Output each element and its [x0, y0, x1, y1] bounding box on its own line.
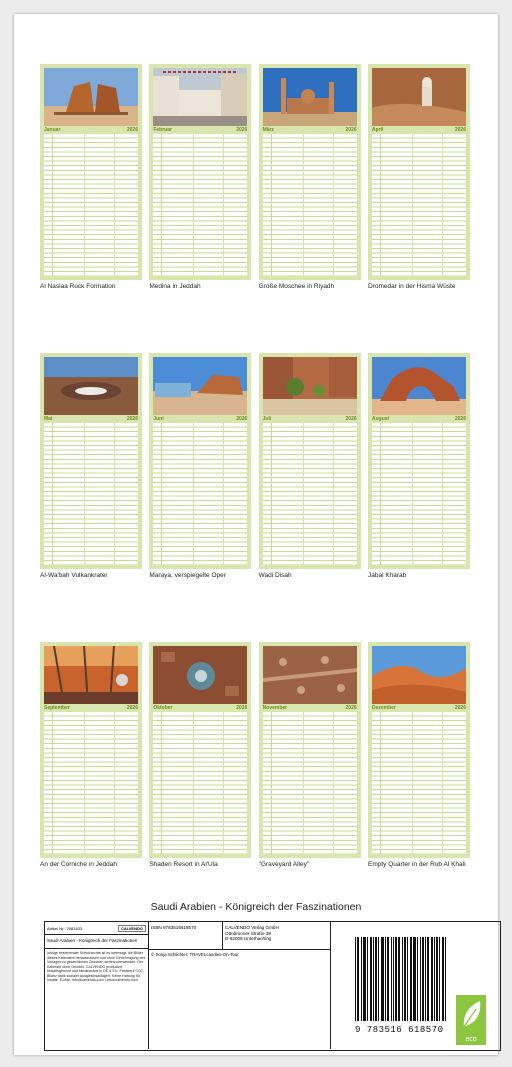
- photo-caption: Empty Quarter in der Rub Al Khali: [367, 861, 466, 868]
- month-card: [149, 353, 251, 569]
- eco-badge: [456, 995, 486, 1045]
- day-lines: [153, 712, 247, 854]
- photo-caption: Shaden Resort in Al'Ula: [149, 861, 218, 868]
- photo-mirror-building: [153, 357, 247, 415]
- month-november: [259, 642, 361, 875]
- month-name: März: [262, 127, 275, 133]
- photo-resort-aerial: [153, 646, 247, 704]
- day-lines: [372, 423, 466, 565]
- photo-caption: Wadi Disah: [258, 572, 292, 579]
- publisher-line: Ottobrunner Straße 39: [225, 930, 271, 936]
- month-year: 2026: [126, 705, 138, 711]
- calendar-sheet: [14, 14, 498, 1055]
- photo-caption: An der Corniche in Jeddah: [40, 861, 117, 868]
- photo-caption: Maraya, verspiegelte Oper: [149, 572, 226, 579]
- month-name: April: [371, 127, 384, 133]
- day-lines: [372, 712, 466, 854]
- publisher-info: [149, 922, 331, 1049]
- month-year: 2026: [236, 705, 248, 711]
- photo-mosque: [263, 68, 357, 126]
- month-year: 2026: [454, 127, 466, 133]
- day-lines: [153, 134, 247, 276]
- photo-rock-formation: [44, 68, 138, 126]
- month-card: [368, 353, 470, 569]
- info-panel: [44, 921, 501, 1051]
- isbn: ISBN 9783516618570: [149, 922, 223, 949]
- month-juli: [259, 353, 361, 586]
- photo-graveyard-aerial: [263, 646, 357, 704]
- month-name: Oktober: [153, 705, 173, 711]
- eco-label: eco: [465, 1036, 477, 1043]
- day-lines: [263, 134, 357, 276]
- publisher-address: [223, 922, 281, 949]
- barcode-bars: [355, 937, 447, 1021]
- day-lines: [44, 712, 138, 854]
- day-lines: [263, 423, 357, 565]
- photo-corniche: [44, 646, 138, 704]
- month-februar: [149, 64, 251, 297]
- article-number: Artikel Nr.: 2083433: [47, 925, 83, 931]
- month-name: September: [44, 705, 70, 711]
- month-card: [40, 353, 142, 569]
- photo-caption: Medina in Jeddah: [149, 283, 201, 290]
- copyright: © Sonja Schlichter; TRAVELcandies-On-Tour: [151, 952, 239, 957]
- month-card: [259, 642, 361, 858]
- month-card: [40, 64, 142, 280]
- month-year: 2026: [126, 127, 138, 133]
- month-august: [368, 353, 470, 586]
- month-juni: [149, 353, 251, 586]
- month-year: 2026: [236, 127, 248, 133]
- photo-crater: [44, 357, 138, 415]
- month-name: Juli: [262, 416, 272, 422]
- month-year: 2026: [454, 705, 466, 711]
- month-year: 2026: [345, 705, 357, 711]
- photo-caption: Große Moschee in Riyadh: [258, 283, 335, 290]
- photo-caption: Al-Wa'bah Vulkankrater: [40, 572, 108, 579]
- calendar-title: Saudi Arabien - Königreich der Faszinationen: [150, 901, 362, 913]
- month-name: Januar: [44, 127, 61, 133]
- month-year: 2026: [126, 416, 138, 422]
- day-lines: [44, 134, 138, 276]
- photo-caption: "Graveyard Alley": [258, 861, 310, 868]
- month-september: [40, 642, 142, 875]
- month-year: 2026: [236, 416, 248, 422]
- photo-camel: [372, 68, 466, 126]
- month-maerz: [259, 64, 361, 297]
- publisher-line: D-82008 Unterhaching: [225, 936, 272, 941]
- barcode-stripe: [446, 937, 447, 1021]
- publisher-line: CALVENDO Verlag GmbH: [225, 925, 279, 930]
- barcode-cell: [331, 922, 500, 1049]
- month-card: [368, 64, 470, 280]
- barcode: [355, 937, 451, 1043]
- day-lines: [44, 423, 138, 565]
- month-row: [40, 64, 470, 297]
- leaf-icon: [456, 995, 486, 1033]
- month-row: [40, 642, 470, 875]
- article-subtitle: Saudi Arabien - Königreich der Faszinationen: [45, 935, 148, 949]
- month-card: [40, 642, 142, 858]
- month-year: 2026: [454, 416, 466, 422]
- photo-caption: Al Naslaa Rock Formation: [40, 283, 116, 290]
- month-year: 2026: [345, 416, 357, 422]
- month-row: [40, 353, 470, 586]
- month-name: Dezember: [371, 705, 396, 711]
- month-januar: [40, 64, 142, 297]
- month-grid: [40, 64, 470, 931]
- photo-caption: Dromedar in der Hisma Wüste: [367, 283, 456, 290]
- day-lines: [153, 423, 247, 565]
- month-april: [368, 64, 470, 297]
- month-name: Februar: [153, 127, 172, 133]
- photo-dunes: [372, 646, 466, 704]
- day-lines: [263, 712, 357, 854]
- month-oktober: [149, 642, 251, 875]
- month-card: [149, 64, 251, 280]
- photo-arch: [372, 357, 466, 415]
- month-dezember: [368, 642, 470, 875]
- month-card: [259, 353, 361, 569]
- month-card: [368, 642, 470, 858]
- month-name: Juni: [153, 416, 164, 422]
- photo-oasis: [263, 357, 357, 415]
- month-year: 2026: [345, 127, 357, 133]
- month-name: Mai: [44, 416, 53, 422]
- photo-caption: Jabal Kharab: [367, 572, 407, 579]
- legal-notice: Infolge bestehender Schutzrechte ist es untersagt, die Bilder dieses Kalenders herauszulösen und ohne Genehmigung des Verlages zu gewerblichen Zwecken weiterzuverwenden. Der Kalender ohne Gewähr. CALVENDO produziert bedarfsgerecht und klimaneutral in DE & EU. Printwerk CO2-Bilanz dank sozialer Ausgleichsanlagen. Keine Haftung für Inhalte. E-Mail: info@calvendo.com • www.calvendo.com: [47, 951, 146, 982]
- month-card: [149, 642, 251, 858]
- article-info: [45, 922, 149, 1049]
- month-card: [259, 64, 361, 280]
- calvendo-logo: CALVENDO: [118, 925, 146, 932]
- month-name: August: [371, 416, 390, 422]
- day-lines: [372, 134, 466, 276]
- month-name: November: [262, 705, 288, 711]
- month-mai: [40, 353, 142, 586]
- barcode-digits: 9 783516 618570: [355, 1025, 444, 1035]
- photo-street: [153, 68, 247, 126]
